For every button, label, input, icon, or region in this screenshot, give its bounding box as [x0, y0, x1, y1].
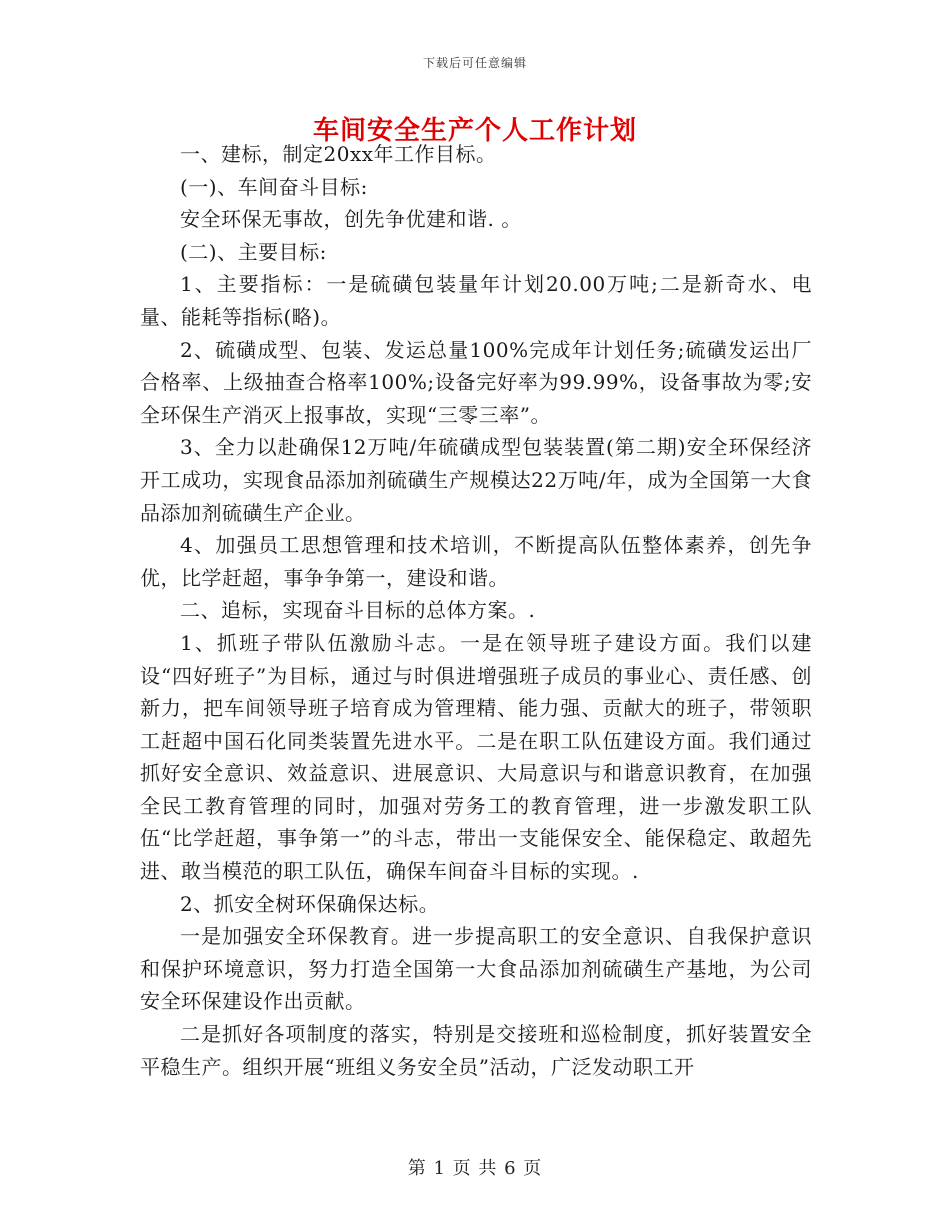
paragraph: 3、全力以赴确保12万吨/年硫磺成型包装装置(第二期)安全环保经济开工成功，实现食品添加剂硫磺生产规模达22万吨/年，成为全国第一大食品添加剂硫磺生产企业。	[140, 435, 812, 525]
paragraph: (二)、主要目标:	[180, 239, 327, 264]
paragraph: 安全环保无事故，创先争优建和谐. 。	[180, 207, 522, 232]
paragraph: 1、主要指标：一是硫磺包装量年计划20.00万吨;二是新奇水、电量、能耗等指标(略)。	[140, 272, 812, 329]
paragraph: 二、追标，实现奋斗目标的总体方案。.	[180, 598, 536, 623]
paragraph: 2、抓安全树环保确保达标。	[180, 891, 440, 916]
paragraph: 2、硫磺成型、包装、发运总量100%完成年计划任务;硫磺发运出厂合格率、上级抽查合格率100%;设备完好率为99.99%，设备事故为零;安全环保生产消灭上报事故，实现“三零三率”。	[140, 337, 812, 427]
paragraph: 一、建标，制定20xx年工作目标。	[180, 142, 497, 166]
paragraph: (一)、车间奋斗目标:	[180, 174, 368, 199]
page-footer: 第 1 页 共 6 页	[407, 1158, 543, 1179]
paragraph: 二是抓好各项制度的落实，特别是交接班和巡检制度，抓好装置安全平稳生产。组织开展“班组义务安全员”活动，广泛发动职工开	[140, 1022, 812, 1079]
paragraph: 4、加强员工思想管理和技术培训，不断提高队伍整体素养，创先争优，比学赶超，事争争第一，建设和谐。	[140, 533, 812, 590]
document-title: 车间安全生产个人工作计划	[312, 116, 637, 146]
paragraph: 一是加强安全环保教育。进一步提高职工的安全意识、自我保护意识和保护环境意识，努力打造全国第一大食品添加剂硫磺生产基地，为公司安全环保建设作出贡献。	[140, 924, 812, 1014]
header-note: 下载后可任意编辑	[422, 56, 527, 70]
document-body	[140, 138, 812, 1083]
paragraph: 1、抓班子带队伍激励斗志。一是在领导班子建设方面。我们以建设“四好班子”为目标，通过与时俱进增强班子成员的事业心、责任感、创新力，把车间领导班子培育成为管理精、能力强、贡献大的班子，带领职工赶超中国石化同类装置先进水平。二是在职工队伍建设方面。我们通过抓好安全意识、效益意识、进展意识、大局意识与和谐意识教育，在加强全民工教育管理的同时，加强对劳务工的教育管理，进一步激发职工队伍“比学赶超，事争第一”的斗志，带出一支能保安全、能保稳定、敢超先进、敢当模范的职工队伍，确保车间奋斗目标的实现。.	[140, 630, 812, 884]
